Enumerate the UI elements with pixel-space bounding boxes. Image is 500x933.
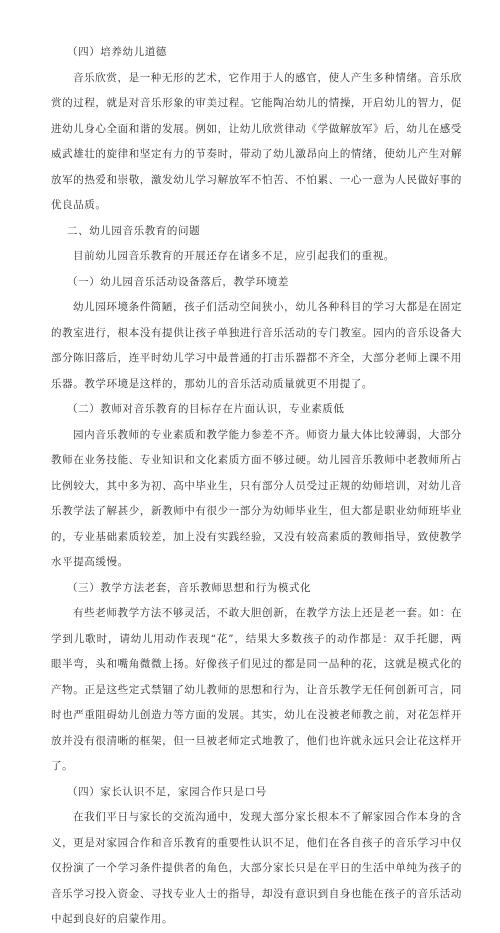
section-teachers bbox=[51, 397, 462, 576]
body-paragraph: 在我们平日与家长的交流沟通中，发现大部分家长根本不了解家园合作本身的含义，更是对家园合作和音乐教育的重要性认识不足，他们在各自孩子的音乐学习中仅仅扮演了一个学习条件提供者的角色，大部分家长只是在平日的生活中单纯为孩子的音乐学习投入资金、寻找专业人士的指导，却没有意识到自身也能在孩子的音乐活动中起到良好的启蒙作用。 bbox=[51, 811, 462, 925]
section-heading: （三）教学方法老套，音乐教师思想和行为模式化 bbox=[67, 581, 312, 594]
section-heading: （四）培养幼儿道德 bbox=[67, 46, 167, 58]
section-heading: （四）家长认识不足，家园合作只是口号 bbox=[67, 785, 267, 798]
section-parents bbox=[51, 780, 462, 933]
body-paragraph: 目前幼儿园音乐教育的开展还存在诸多不足，应引起我们的重视。 bbox=[73, 250, 395, 262]
section-heading: 二、幼儿园音乐教育的问题 bbox=[67, 224, 201, 237]
body-paragraph: 有些老师教学方法不够灵活，不敢大胆创新，在教学方法上还是老一套。如：在学到儿歌时，请幼儿用动作表现“花”，结果大多数孩子的动作都是：双手托腮，两眼半弯，头和嘴角微微上扬。好像孩子们见过的都是同一品种的花，这就是模式化的产物。正是这些定式禁锢了幼儿教师的思想和行为，让音乐教学无任何创新可言，同时也严重阻碍幼儿创造力等方面的发展。其实，幼儿在没被老师教之前，对花怎样开放并没有很清晰的框架，但一旦被老师定式地教了，他们也许就永远只会让花这样开了。 bbox=[51, 607, 462, 772]
section-heading: （一）幼儿园音乐活动设备落后，教学环境差 bbox=[67, 275, 289, 288]
body-paragraph: 园内音乐教师的专业素质和教学能力参差不齐。师资力量大体比较薄弱，大部分教师在业务技能、专业知识和文化素质方面不够过硬。幼儿园音乐教师中老教师所占比例较大，其中多为初、高中毕业生，只有部分人员受过正规的幼师培训，对幼儿音乐教学法了解甚少，新教师中有很少一部分为幼师毕业生，但大都是职业幼师班毕业的，专业基础素质较差，加上没有实践经验，又没有较高素质的教师指导，致使教学水平提高缓慢。 bbox=[51, 428, 462, 568]
section-moral-education bbox=[51, 40, 462, 219]
body-paragraph: 音乐欣赏，是一种无形的艺术，它作用于人的感官，使人产生多种情绪。音乐欣赏的过程，就是对音乐形象的审美过程。它能陶冶幼儿的情操，开启幼儿的智力，促进幼儿身心全面和谐的发展。例如，让幼儿欣赏律动《学做解放军》后，幼儿在感受威武雄壮的旋律和坚定有力的节奏时，带动了幼儿激昂向上的情绪，使幼儿产生对解放军的热爱和崇敬，激发幼儿学习解放军不怕苦、不怕累、一心一意为人民做好事的优良品质。 bbox=[51, 71, 462, 211]
section-equipment bbox=[51, 270, 462, 398]
section-heading: （二）教师对音乐教育的目标存在片面认识，专业素质低 bbox=[67, 403, 345, 415]
section-methods bbox=[51, 576, 462, 780]
document-page bbox=[51, 40, 462, 933]
body-paragraph: 幼儿园环境条件简陋，孩子们活动空间狭小，幼儿各种科目的学习大都是在固定的教室进行，根本没有提供让孩子单独进行音乐活动的专门教室。园内的音乐设备大部分陈旧落后，连平时幼儿学习中最普通的打击乐器都不齐全，大部分老师上课不用乐器。教学环境是这样的，那幼儿的音乐活动质量就更不用提了。 bbox=[51, 301, 462, 390]
section-problems bbox=[51, 219, 462, 270]
